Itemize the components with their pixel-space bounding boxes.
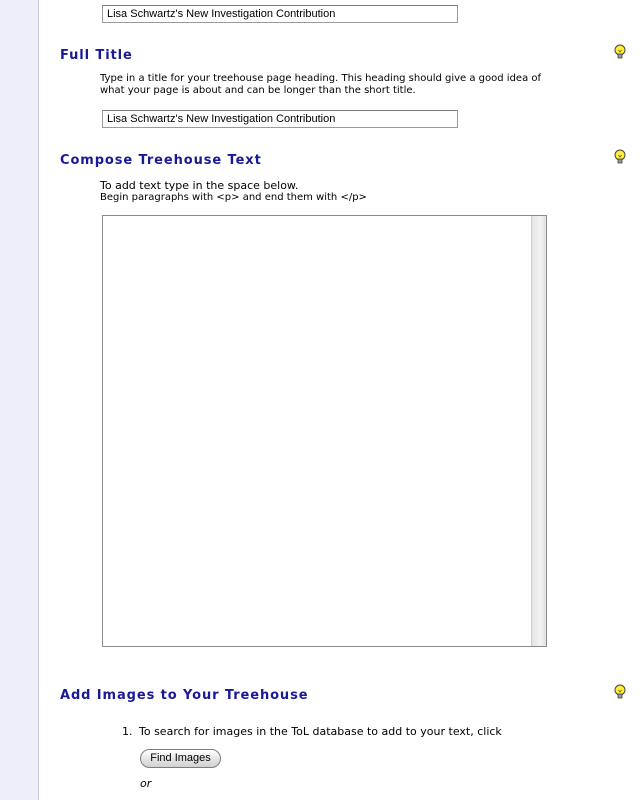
- lightbulb-icon[interactable]: [613, 149, 627, 165]
- images-step-1: [122, 725, 502, 738]
- full-title-heading: Full Title: [60, 48, 133, 63]
- compose-textarea[interactable]: [102, 215, 547, 647]
- full-title-input[interactable]: Lisa Schwartz's New Investigation Contribution: [102, 110, 458, 128]
- left-margin-strip: [0, 0, 39, 800]
- compose-help: [100, 179, 367, 204]
- lightbulb-icon[interactable]: [613, 44, 627, 60]
- short-title-input[interactable]: Lisa Schwartz's New Investigation Contribution: [102, 5, 458, 23]
- full-title-help-line1: Type in a title for your treehouse page heading. This heading should give a good idea of: [100, 73, 542, 84]
- find-images-button[interactable]: Find Images: [140, 749, 221, 768]
- or-text: or: [140, 777, 152, 790]
- treehouse-form: [39, 0, 644, 800]
- compose-help-line2: Begin paragraphs with <p> and end them with </p>: [100, 192, 367, 203]
- images-heading: Add Images to Your Treehouse: [60, 688, 309, 703]
- textarea-scrollbar[interactable]: [531, 216, 546, 646]
- full-title-help-line2: what your page is about and can be longer than the short title.: [100, 85, 416, 96]
- lightbulb-icon[interactable]: [613, 684, 627, 700]
- compose-heading: Compose Treehouse Text: [60, 153, 262, 168]
- full-title-help: [100, 73, 541, 97]
- step-number: 1.: [122, 725, 133, 738]
- step-text: To search for images in the ToL database to add to your text, click: [139, 725, 502, 738]
- compose-help-line1: To add text type in the space below.: [100, 179, 299, 192]
